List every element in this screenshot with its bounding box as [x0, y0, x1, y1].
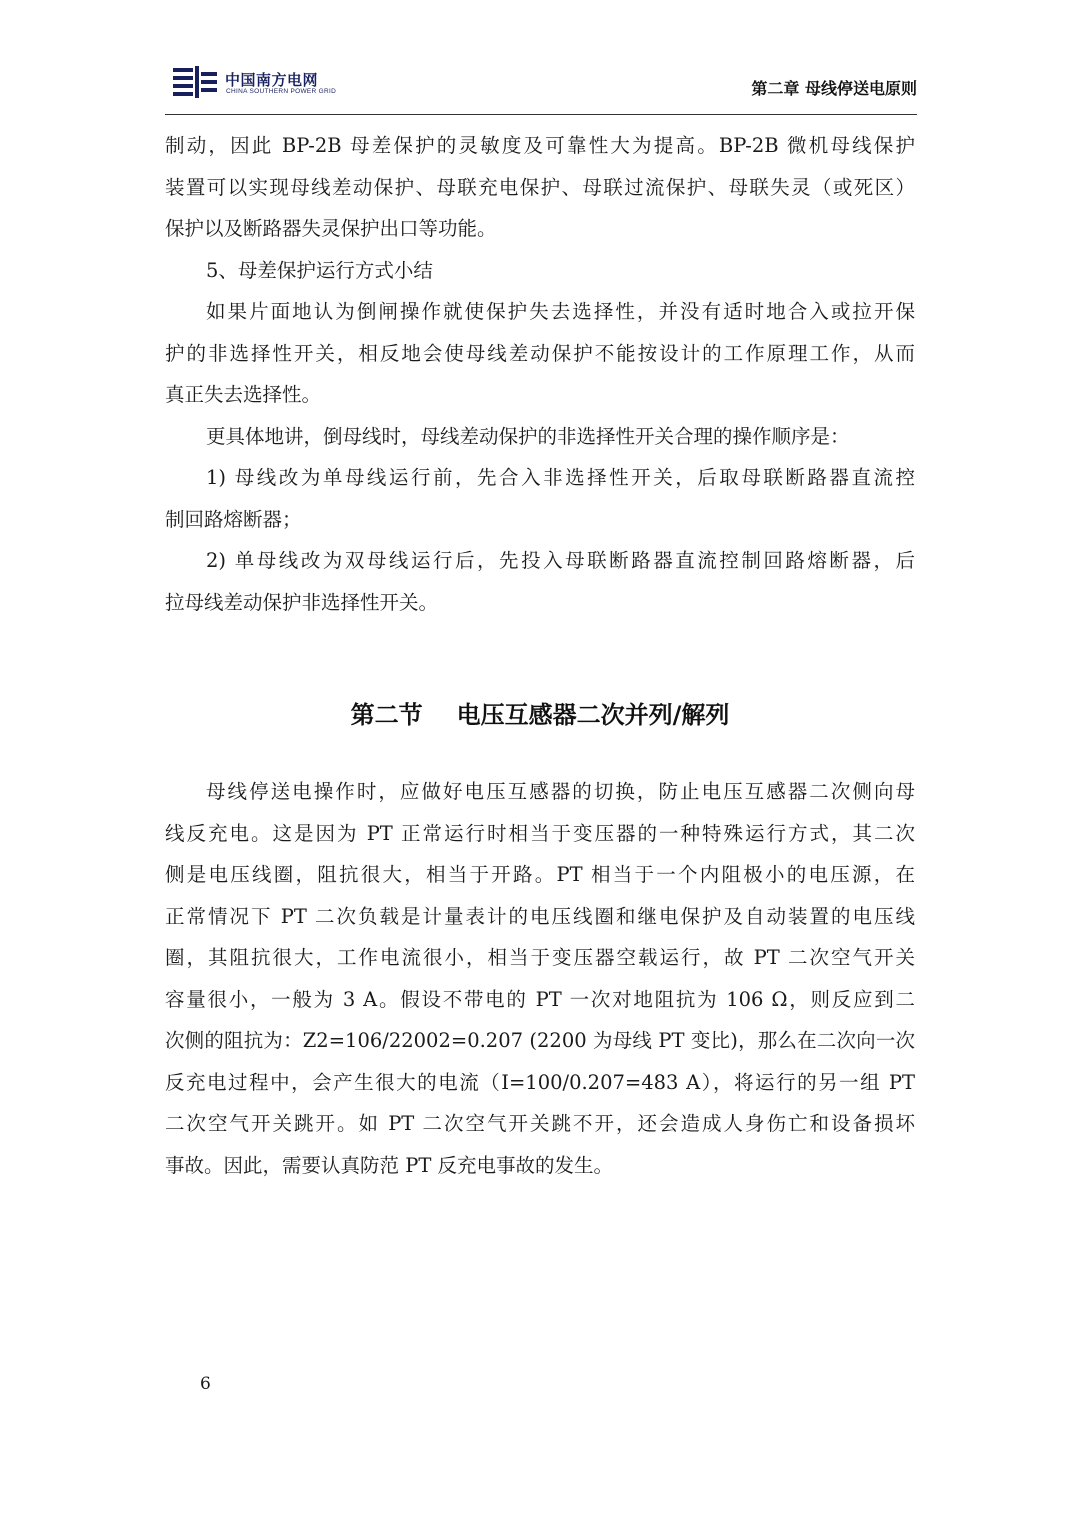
section-heading	[165, 695, 915, 730]
text-line: 如果片面地认为倒闸操作就使保护失去选择性，并没有适时地合入或拉开保	[206, 300, 915, 323]
text-line: 真正失去选择性。	[165, 383, 322, 406]
text-line: 正常情况下 PT 二次负载是计量表计的电压线圈和继电保护及自动装置的电压线	[165, 904, 915, 928]
subheading: 5、母差保护运行方式小结	[206, 258, 433, 282]
list-item: 拉母线差动保护非选择性开关。	[165, 590, 439, 614]
text-line: 二次空气开关跳开。如 PT 二次空气开关跳不开，还会造成人身伤亡和设备损坏	[165, 1112, 915, 1135]
text-line: 侧是电压线圈，阻抗很大，相当于开路。PT 相当于一个内阻极小的电压源，在	[165, 863, 915, 886]
company-logo	[173, 66, 403, 100]
text-line: 护的非选择性开关，相反地会使母线差动保护不能按设计的工作原理工作，从而	[165, 341, 915, 365]
list-item: 1) 母线改为单母线运行前，先合入非选择性开关，后取母联断路器直流控	[206, 466, 915, 489]
text-line: 制动，因此 BP-2B 母差保护的灵敏度及可靠性大为提高。BP-2B 微机母线保护	[165, 134, 915, 157]
page-header	[165, 62, 917, 118]
text-line: 容量很小，一般为 3 A。假设不带电的 PT 一次对地阻抗为 106 Ω，则反应到二	[165, 987, 915, 1011]
section-number: 第二节	[350, 701, 423, 729]
text-line: 事故。因此，需要认真防范 PT 反充电事故的发生。	[165, 1153, 614, 1177]
text-line: 保护以及断路器失灵保护出口等功能。	[165, 217, 497, 240]
list-item: 制回路熔断器；	[165, 507, 302, 531]
text-line: 圈，其阻抗很大，工作电流很小，相当于变压器空载运行，故 PT 二次空气开关	[165, 946, 915, 969]
list-item: 2) 单母线改为双母线运行后，先投入母联断路器直流控制回路熔断器，后	[206, 549, 915, 572]
text-line: 更具体地讲，倒母线时，母线差动保护的非选择性开关合理的操作顺序是：	[206, 424, 850, 448]
header-rule	[165, 114, 917, 115]
text-line: 装置可以实现母线差动保护、母联充电保护、母联过流保护、母联失灵（或死区）	[165, 175, 915, 199]
text-line: 母线停送电操作时，应做好电压互感器的切换，防止电压互感器二次侧向母	[206, 780, 915, 803]
power-grid-logo-icon	[173, 66, 219, 100]
page-number: 6	[200, 1374, 211, 1394]
chapter-title: 第二章 母线停送电原则	[751, 79, 917, 98]
top-section	[165, 125, 915, 623]
text-line: 次侧的阻抗为：Z2=106/22002=0.207 (2200 为母线 PT 变比)，那么在二次向一次	[165, 1029, 915, 1052]
logo-chinese-name: 中国南方电网	[225, 71, 319, 89]
text-line: 反充电过程中，会产生很大的电流（I=100/0.207=483 A），将运行的另一组 PT	[165, 1070, 915, 1094]
section-body	[165, 771, 915, 1186]
text-line: 线反充电。这是因为 PT 正常运行时相当于变压器的一种特殊运行方式，其二次	[165, 821, 915, 845]
logo-english-name: CHINA SOUTHERN POWER GRID	[226, 88, 337, 95]
section-title: 电压互感器二次并列/解列	[456, 701, 730, 729]
